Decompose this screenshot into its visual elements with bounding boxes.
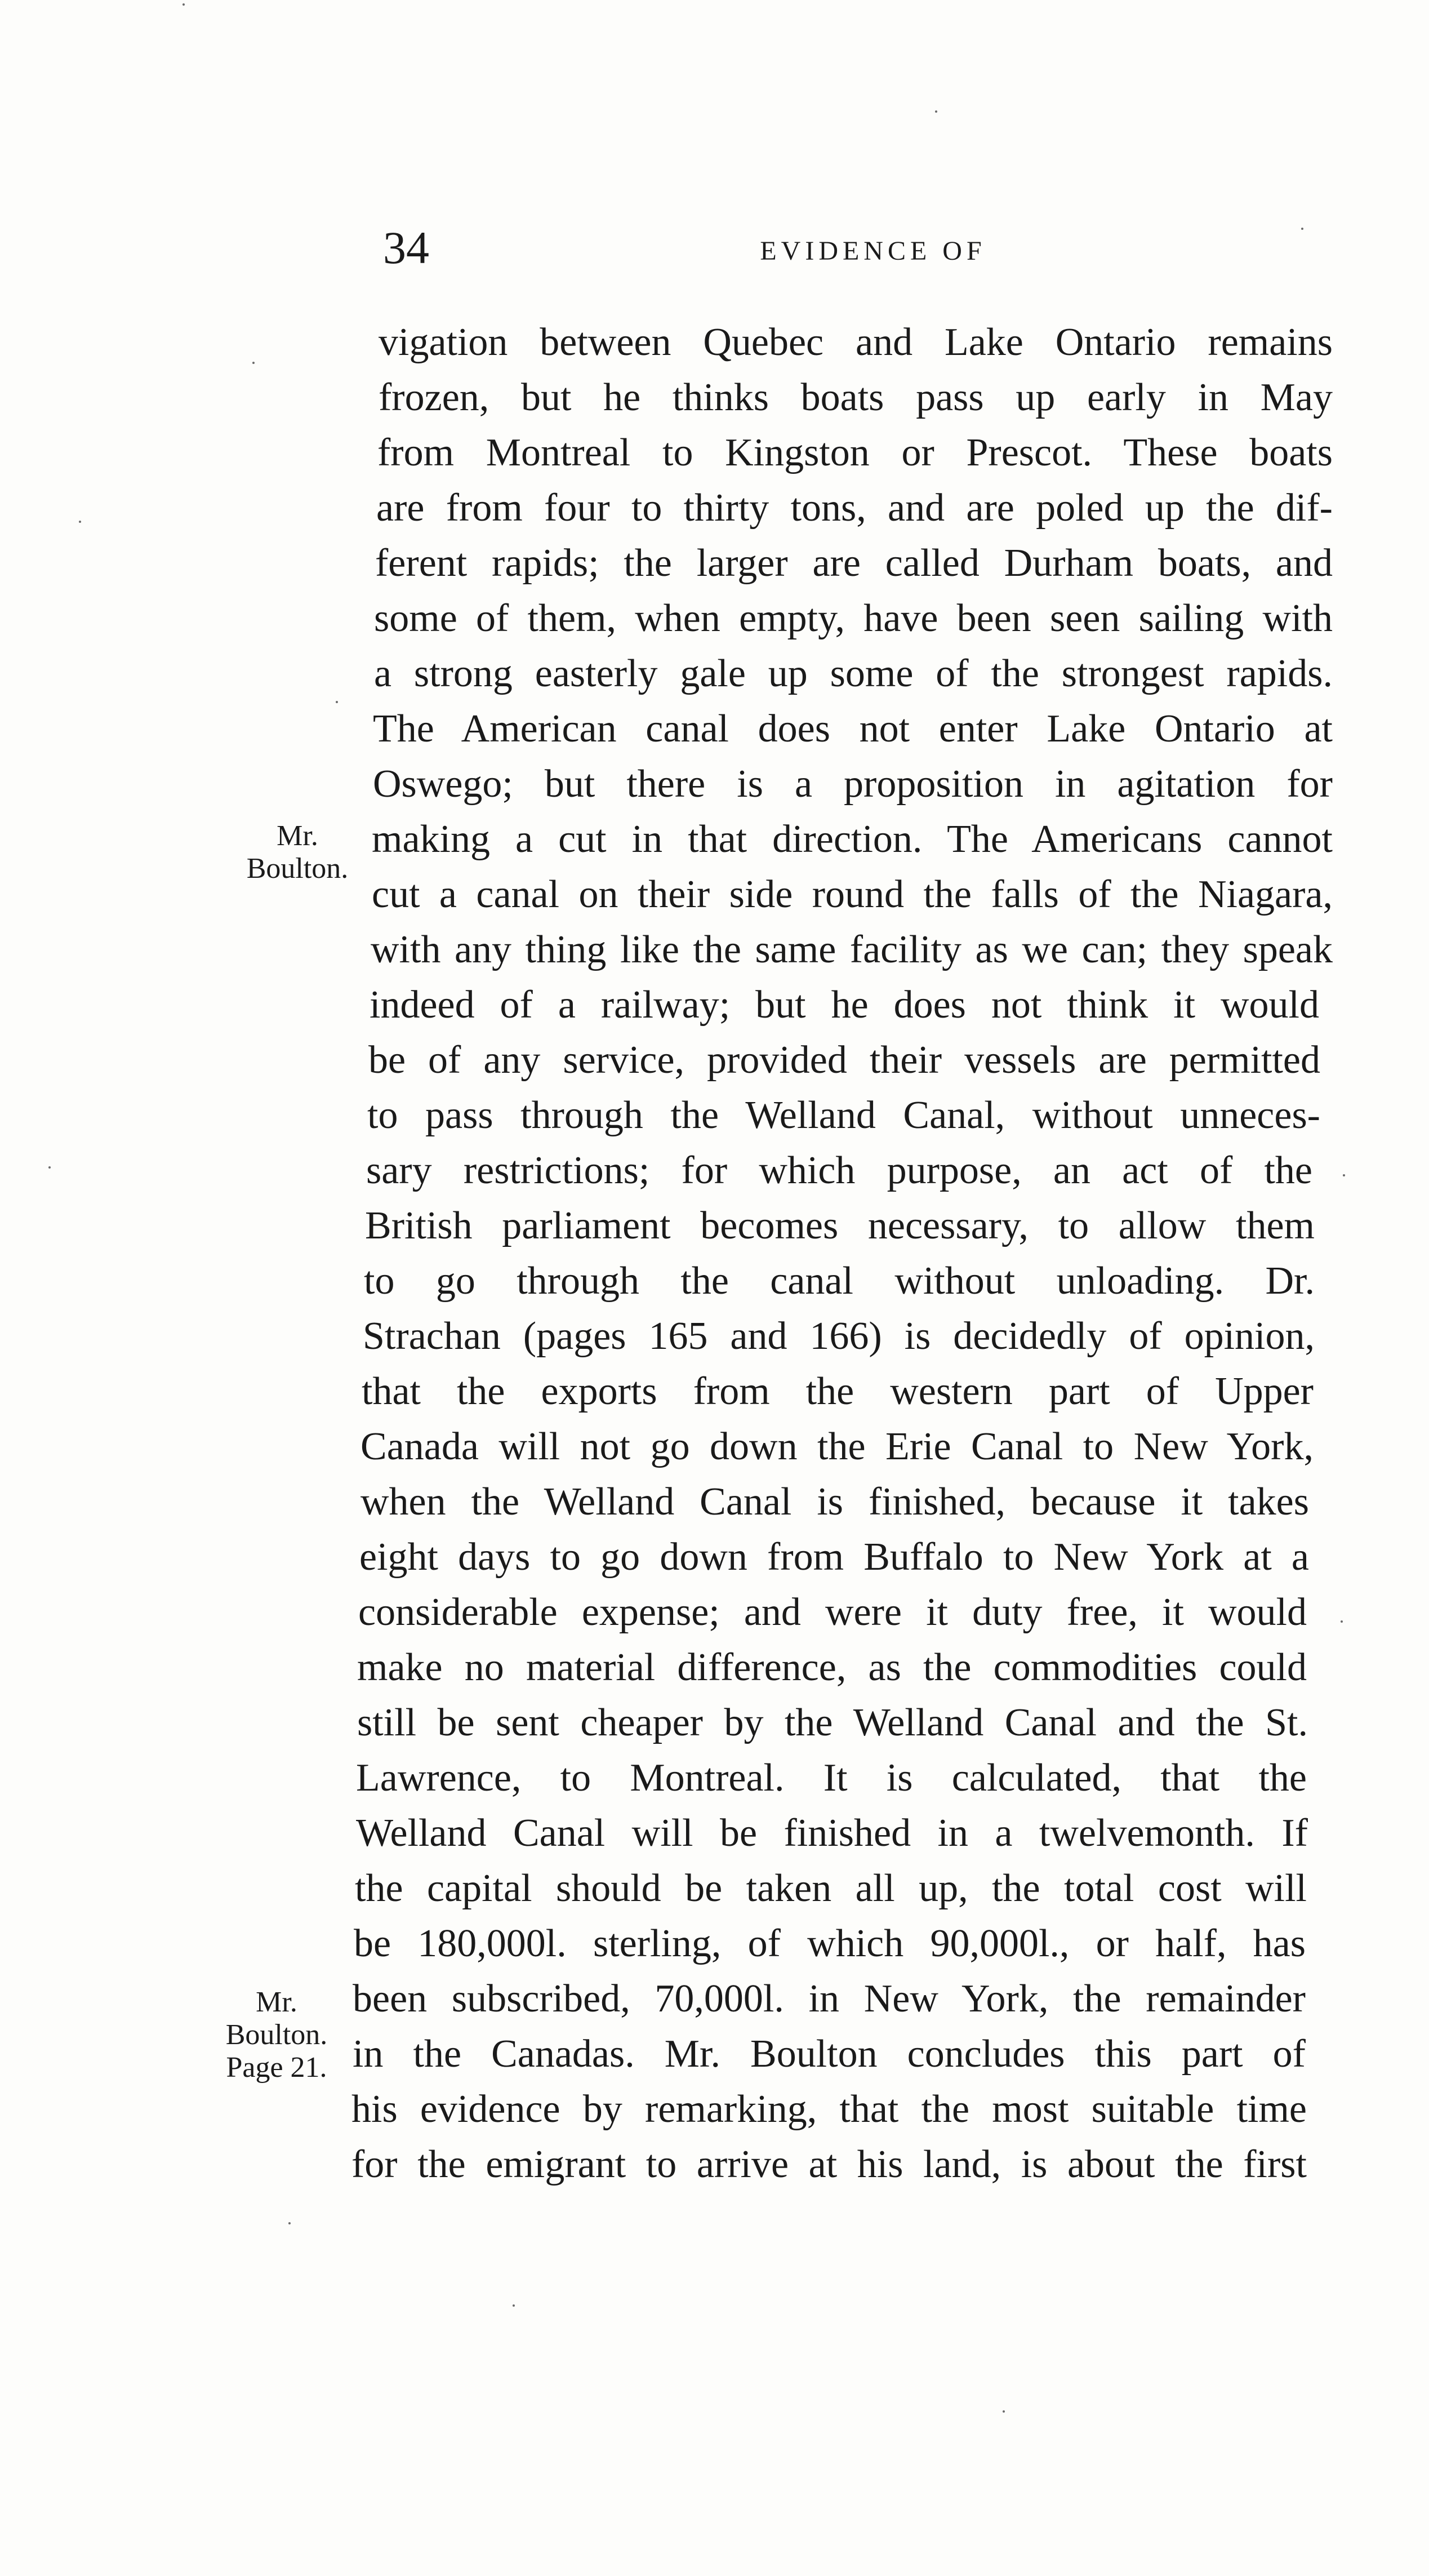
paper-speck xyxy=(1343,1174,1345,1176)
margin-note-line: Page 21. xyxy=(226,2051,327,2084)
text-line: Oswego; but there is a proposition in agitation for xyxy=(373,762,1333,806)
paper-speck xyxy=(935,110,937,113)
margin-note-boulton-page xyxy=(206,1986,347,2084)
text-line: still be sent cheaper by the Welland Canal and the St. xyxy=(357,1701,1308,1744)
text-line: from Montreal to Kingston or Prescot. These boats xyxy=(377,431,1333,474)
paper-speck xyxy=(1341,1620,1343,1623)
paper-speck xyxy=(288,2222,291,2224)
text-line: make no material difference, as the commodities could xyxy=(357,1646,1307,1689)
paper-speck xyxy=(1003,2410,1005,2413)
paper-speck xyxy=(252,362,255,364)
text-line: sary restrictions; for which purpose, an act of the xyxy=(366,1149,1312,1192)
text-line: Lawrence, to Montreal. It is calculated, that the xyxy=(356,1756,1307,1800)
margin-note-line: Mr. xyxy=(256,1986,297,2018)
text-line: the capital should be taken all up, the total cost will xyxy=(355,1867,1307,1910)
text-line: when the Welland Canal is finished, because it takes xyxy=(360,1480,1309,1524)
text-line: indeed of a railway; but he does not think it would xyxy=(370,983,1319,1027)
text-line: that the exports from the western part of Upper xyxy=(362,1370,1314,1413)
text-line: vigation between Quebec and Lake Ontario remains xyxy=(379,321,1333,364)
text-line: The American canal does not enter Lake Ontario at xyxy=(373,707,1333,750)
page-number: 34 xyxy=(383,222,429,273)
text-line: Strachan (pages 165 and 166) is decidedly of opinion, xyxy=(363,1314,1315,1358)
text-line: making a cut in that direction. The Americans cannot xyxy=(372,818,1333,861)
text-line: to go through the canal without unloading. Dr. xyxy=(364,1259,1315,1303)
margin-note-line: Boulton. xyxy=(246,852,349,885)
text-line: in the Canadas. Mr. Boulton concludes this part of xyxy=(353,2032,1306,2076)
paper-speck xyxy=(1301,228,1303,230)
text-line: are from four to thirty tons, and are poled up the dif- xyxy=(376,486,1333,530)
text-line: cut a canal on their side round the falls of the Niagara, xyxy=(372,873,1333,916)
text-line: eight days to go down from Buffalo to New York at a xyxy=(359,1535,1309,1579)
paper-speck xyxy=(79,521,81,523)
text-line: be of any service, provided their vessels are permitted xyxy=(368,1038,1320,1082)
text-line: British parliament becomes necessary, to allow them xyxy=(365,1204,1315,1247)
paper-speck xyxy=(182,3,185,6)
paper-speck xyxy=(48,1166,51,1169)
text-line: to pass through the Welland Canal, without unneces- xyxy=(367,1094,1320,1137)
text-line: some of them, when empty, have been seen sailing with xyxy=(374,597,1333,640)
text-line: a strong easterly gale up some of the strongest rapids. xyxy=(374,652,1333,695)
text-line: considerable expense; and were it duty free, it would xyxy=(358,1591,1307,1634)
text-line: been subscribed, 70,000l. in New York, the remainder xyxy=(353,1977,1306,2020)
text-line: Canada will not go down the Erie Canal to New York, xyxy=(360,1425,1314,1468)
margin-note-line: Boulton. xyxy=(225,2019,328,2051)
running-head xyxy=(372,214,1329,282)
running-title: EVIDENCE OF xyxy=(760,236,986,266)
text-line: Welland Canal will be finished in a twelvemonth. If xyxy=(356,1811,1308,1855)
text-line: his evidence by remarking, that the most suitable time xyxy=(351,2088,1307,2131)
text-line: be 180,000l. sterling, of which 90,000l., or half, has xyxy=(354,1922,1306,1965)
margin-note-line: Mr. xyxy=(277,820,318,852)
text-line: with any thing like the same facility as we can; they speak xyxy=(371,928,1333,971)
paper-speck xyxy=(513,2304,515,2307)
text-line: ferent rapids; the larger are called Durham boats, and xyxy=(375,541,1333,585)
text-line: for the emigrant to arrive at his land, is about the first xyxy=(351,2143,1307,2186)
paper-speck xyxy=(336,701,338,703)
margin-note-boulton xyxy=(230,820,365,885)
text-line: frozen, but he thinks boats pass up early in May xyxy=(379,376,1333,419)
